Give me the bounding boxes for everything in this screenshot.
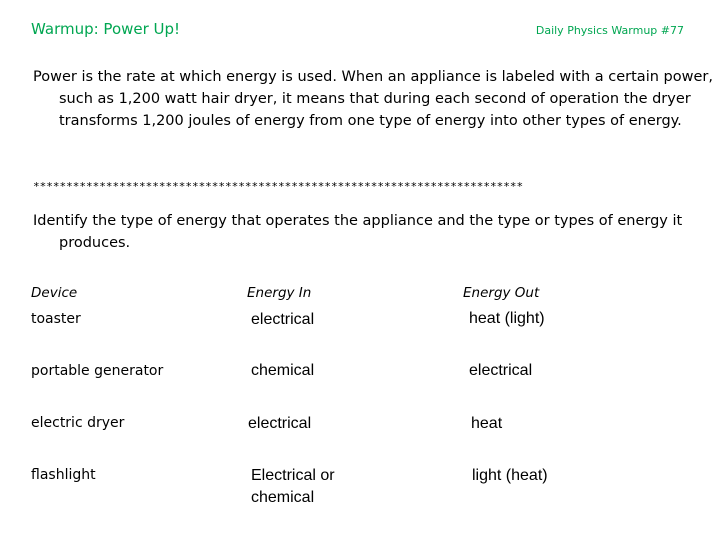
row-2-energy-out: electrical xyxy=(469,362,533,379)
page-subtitle: Daily Physics Warmup #77 xyxy=(535,24,684,37)
row-1-energy-in: electrical xyxy=(251,311,315,328)
header-energy-in: Energy In xyxy=(247,285,312,301)
row-2-energy-in: chemical xyxy=(251,362,315,379)
header-energy-out: Energy Out xyxy=(463,285,540,301)
row-3-energy-out: heat xyxy=(471,415,503,432)
separator-stars: ************************************************************************** xyxy=(33,180,524,193)
row-4-energy-out: light (heat) xyxy=(472,467,548,484)
row-4-energy-in-line-1: Electrical or xyxy=(251,467,335,484)
page-title: Warmup: Power Up! xyxy=(31,20,181,38)
row-1-energy-out: heat (light) xyxy=(469,310,545,327)
row-3-energy-in: electrical xyxy=(248,415,312,432)
row-4-energy-in-line-2: chemical xyxy=(251,489,315,506)
row-3-device: electric dryer xyxy=(31,415,125,431)
instruction-paragraph: Identify the type of energy that operates the appliance and the type or types of energy it produces. xyxy=(33,213,683,251)
row-4-device: flashlight xyxy=(31,467,96,483)
row-1-device: toaster xyxy=(31,311,81,327)
row-2-device: portable generator xyxy=(31,363,164,379)
intro-paragraph: Power is the rate at which energy is used. When an appliance is labeled with a certain power, such as 1,200 watt hair dryer, it means that during each second of operation the dryer transforms 1,200 joules of energy from one type of energy into other types of energy. xyxy=(33,69,713,129)
header-device: Device xyxy=(31,285,78,301)
